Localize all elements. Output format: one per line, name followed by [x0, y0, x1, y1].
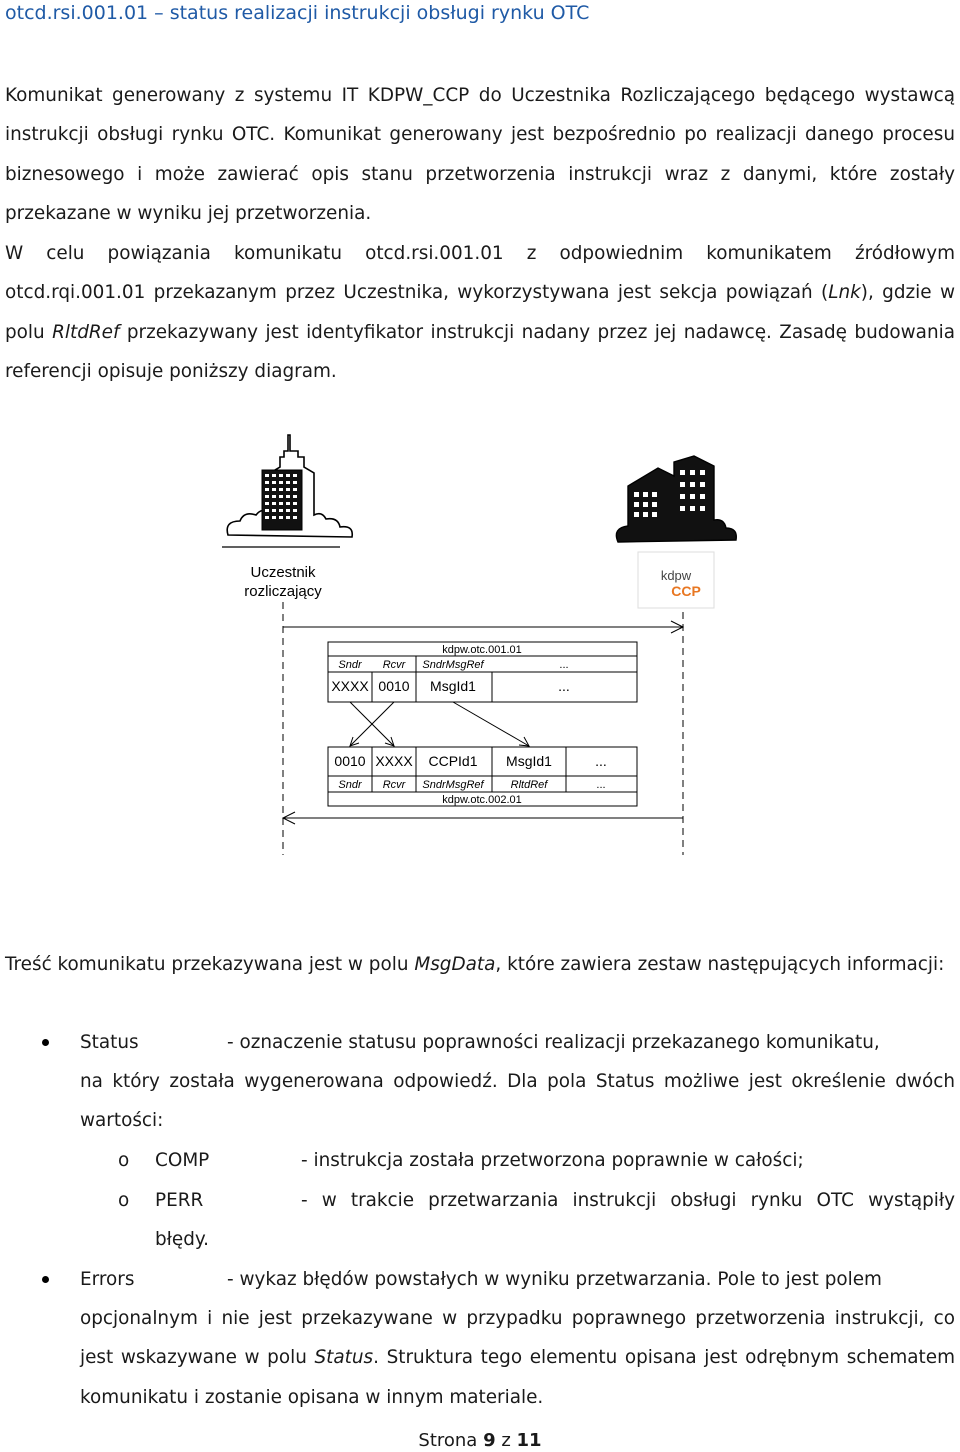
request-arrow	[283, 621, 683, 633]
reference-diagram	[220, 430, 740, 860]
msg2-header-sndr: Sndr	[338, 779, 362, 791]
msg2-value-rltdref: MsgId1	[506, 753, 552, 769]
msg1-value-sndr: XXXX	[331, 678, 369, 694]
msg2-header-rcvr: Rcvr	[382, 779, 406, 791]
msgdata-term: MsgData	[414, 954, 496, 975]
status-label: Status	[80, 1032, 139, 1053]
msg2-header-sndrmsgref: SndrMsgRef	[422, 779, 484, 791]
msgdata-text-2: , które zawiera zestaw następujących informacji:	[495, 954, 945, 975]
bullet-dot-icon	[42, 1039, 49, 1046]
status-desc-rest: na który została wygenerowana odpowiedź. Dla pola Status możliwe jest określenie dwóch wartości:	[80, 1071, 955, 1132]
comp-label: COMP	[155, 1150, 210, 1171]
status-desc-first: - oznaczenie statusu poprawności realizacji przekazanego komunikatu,	[227, 1032, 880, 1053]
msg1-header-sndr: Sndr	[338, 659, 362, 671]
msg2-value-rcvr: XXXX	[375, 753, 413, 769]
rltdref-term: RltdRef	[52, 321, 120, 343]
msg1-value-rcvr: 0010	[378, 678, 410, 694]
msg1-header-more: ...	[559, 659, 569, 671]
errors-status-term: Status	[314, 1347, 374, 1369]
ref-text-3: przekazywany jest identyfikator instrukcji nadany przez jej nadawcę. Zasadę budowania referencji opisuje poniższy diagram.	[5, 321, 955, 383]
footer-page-number: 9	[483, 1430, 496, 1451]
ccp-logo-text: CCP	[671, 583, 701, 599]
ref-text-1: W celu powiązania komunikatu otcd.rsi.001.01 z odpowiednim komunikatem źródłowym otcd.rqi.001.01 przekazanym przez Uczestnika, wykorzystywana jest sekcja powiązań (	[5, 243, 955, 304]
participant-label-line2: rozliczający	[244, 583, 322, 600]
intro-paragraph: Komunikat generowany z systemu IT KDPW_CCP do Uczestnika Rozliczającego będącego wystawcą instrukcji obsługi rynku OTC. Komunikat generowany jest bezpośrednio po realizacji danego procesu biznesowego i może zawierać opis stanu przetworzenia instrukcji wraz z danymi, które zostały przekazane w wyniku jej przetworzenia.	[5, 85, 955, 225]
errors-desc-rest	[80, 1299, 955, 1417]
perr-desc-first: - w trakcie przetwarzania instrukcji obsługi rynku OTC wystąpiły	[301, 1190, 955, 1211]
errors-label: Errors	[80, 1269, 135, 1290]
kdpw-ccp-logo	[638, 552, 714, 608]
msgdata-text-1: Treść komunikatu przekazywana jest w polu	[5, 954, 415, 975]
msg2-value-more: ...	[595, 753, 607, 769]
response-arrow	[283, 812, 683, 824]
reference-paragraph	[5, 234, 955, 392]
errors-text-1: opcjonalnym i nie jest przekazywane w przypadku poprawnego przetworzenia instrukcji, co jest wskazywane w polu	[80, 1308, 955, 1369]
msg2-value-ccpid: CCPId1	[428, 753, 478, 769]
comp-desc: - instrukcja została przetworzona poprawnie w całości;	[301, 1150, 804, 1171]
msg1-header-sndrmsgref: SndrMsgRef	[422, 659, 484, 671]
sub-bullet-perr-marker: o	[118, 1190, 130, 1211]
msg1-header-rcvr: Rcvr	[382, 659, 406, 671]
bullet-dot-icon	[42, 1276, 49, 1283]
msg2-value-sndr: 0010	[334, 753, 366, 769]
perr-label: PERR	[155, 1190, 204, 1211]
footer-middle: z	[501, 1430, 511, 1451]
msg1-title: kdpw.otc.001.01	[442, 644, 522, 656]
lnk-term: Lnk	[828, 282, 861, 304]
perr-desc-rest: błędy.	[155, 1229, 209, 1250]
page-footer	[0, 1430, 960, 1451]
msg2-header-rltdref: RltdRef	[510, 779, 548, 791]
ref-text-2: ), gdzie w polu	[5, 282, 955, 343]
participant-building-icon	[222, 435, 352, 547]
sub-bullet-comp-marker: o	[118, 1150, 130, 1171]
section-heading: otcd.rsi.001.01 – status realizacji instrukcji obsługi rynku OTC	[5, 2, 590, 24]
msg2-header-more: ...	[596, 779, 606, 791]
errors-text-2: . Struktura tego elementu opisana jest odrębnym schematem komunikatu i zostanie opisana w innym materiale.	[80, 1347, 955, 1408]
msgdata-paragraph	[5, 945, 955, 984]
kdpw-logo-text: kdpw	[660, 568, 692, 583]
footer-page-total: 11	[516, 1430, 542, 1451]
msg1-value-more: ...	[558, 678, 570, 694]
footer-prefix: Strona	[418, 1430, 478, 1451]
msg2-title: kdpw.otc.002.01	[442, 794, 522, 806]
participant-label-line1: Uczestnik	[250, 564, 316, 581]
msg1-value-msgid: MsgId1	[430, 678, 476, 694]
errors-desc-first: - wykaz błędów powstałych w wyniku przetwarzania. Pole to jest polem	[227, 1269, 882, 1290]
kdpw-building-icon	[616, 456, 736, 542]
reference-mapping-arrows	[350, 702, 529, 746]
